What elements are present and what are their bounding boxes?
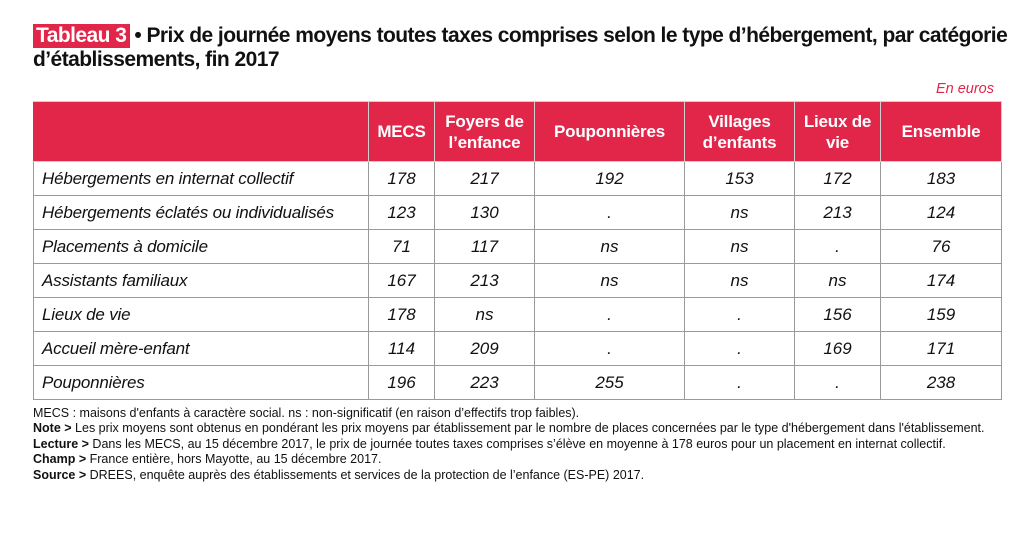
title-line-1 [33,24,1008,48]
row-label: Accueil mère-enfant [34,332,369,366]
table-cell: 153 [685,162,795,196]
table-cell: 178 [369,298,435,332]
row-label: Pouponnières [34,366,369,400]
table-cell: ns [685,264,795,298]
header-cell: MECS [369,102,435,162]
table-cell: ns [795,264,881,298]
table-cell: . [685,366,795,400]
table-cell: 217 [435,162,535,196]
table-row [34,162,1002,196]
table-cell: . [535,298,685,332]
table-cell: . [685,332,795,366]
table-cell: . [685,298,795,332]
table-number-badge: Tableau 3 [33,24,130,48]
header-cell: Villages d’enfants [685,102,795,162]
footnote-source-text: DREES, enquête auprès des établissements et services de la protection de l’enfance (ES-PE) 2017. [86,467,645,482]
header-corner [34,102,369,162]
table-row [34,264,1002,298]
footnote-mecs: MECS : maisons d'enfants à caractère social. ns : non-significatif (en raison d’effectifs trop faibles). [33,406,580,420]
table-cell: 209 [435,332,535,366]
table-title [33,24,1008,72]
table-cell: . [535,196,685,230]
table-cell: 117 [435,230,535,264]
title-line-2: d’établissements, fin 2017 [33,48,279,71]
footnote-lecture [33,437,993,452]
table-cell: 174 [881,264,1002,298]
price-table [33,101,1002,400]
table-cell: 76 [881,230,1002,264]
footnote-champ-text: France entière, hors Mayotte, au 15 décembre 2017. [86,452,382,467]
table-cell: ns [435,298,535,332]
table-row [34,230,1002,264]
table-row [34,332,1002,366]
footnote-source [33,468,993,483]
table-cell: 130 [435,196,535,230]
table-cell: ns [685,230,795,264]
header-cell: Pouponnières [535,102,685,162]
table-cell: 238 [881,366,1002,400]
table-cell: 167 [369,264,435,298]
footnote-lecture-label: Lecture > [33,436,89,451]
header-cell: Lieux de vie [795,102,881,162]
table-cell: 223 [435,366,535,400]
table-row [34,298,1002,332]
table-cell: 169 [795,332,881,366]
footnotes [33,406,993,483]
header-row [34,102,1002,162]
table-cell: ns [535,230,685,264]
table-cell: 172 [795,162,881,196]
table-cell: . [795,230,881,264]
table-cell: . [795,366,881,400]
table-cell: 255 [535,366,685,400]
footnote-champ-label: Champ > [33,452,87,467]
table-cell: 159 [881,298,1002,332]
footnote-champ [33,452,993,467]
footnote-note-text: Les prix moyens sont obtenus en pondérant les prix moyens par établissement par le nombre de places concernées par le type d'hébergement dans l'établissement. [71,421,985,436]
row-label: Hébergements en internat collectif [34,162,369,196]
unit-label: En euros [935,81,994,97]
table-cell: 114 [369,332,435,366]
table-cell: 183 [881,162,1002,196]
table-cell: 213 [795,196,881,230]
table-cell: 213 [435,264,535,298]
footnote-lecture-text: Dans les MECS, au 15 décembre 2017, le prix de journée toutes taxes comprises s’élève en moyenne à 178 euros pour un placement en internat collectif. [88,436,946,451]
header-cell: Ensemble [881,102,1002,162]
table-cell: 178 [369,162,435,196]
table-cell: ns [535,264,685,298]
table-cell: 196 [369,366,435,400]
table-cell: 192 [535,162,685,196]
table-cell: . [535,332,685,366]
footnote-source-label: Source > [33,467,87,482]
footnote-note-label: Note > [33,421,72,436]
row-label: Placements à domicile [34,230,369,264]
table-cell: 123 [369,196,435,230]
table-cell: 124 [881,196,1002,230]
table-cell: 156 [795,298,881,332]
footnote-note [33,421,993,436]
table-row [34,366,1002,400]
table-row [34,196,1002,230]
header-cell: Foyers de l’enfance [435,102,535,162]
table-cell: 171 [881,332,1002,366]
title-text-1: • Prix de journée moyens toutes taxes comprises selon le type d’hébergement, par catégorie [134,24,1008,47]
row-label: Lieux de vie [34,298,369,332]
table-cell: ns [685,196,795,230]
table-cell: 71 [369,230,435,264]
row-label: Hébergements éclatés ou individualisés [34,196,369,230]
row-label: Assistants familiaux [34,264,369,298]
